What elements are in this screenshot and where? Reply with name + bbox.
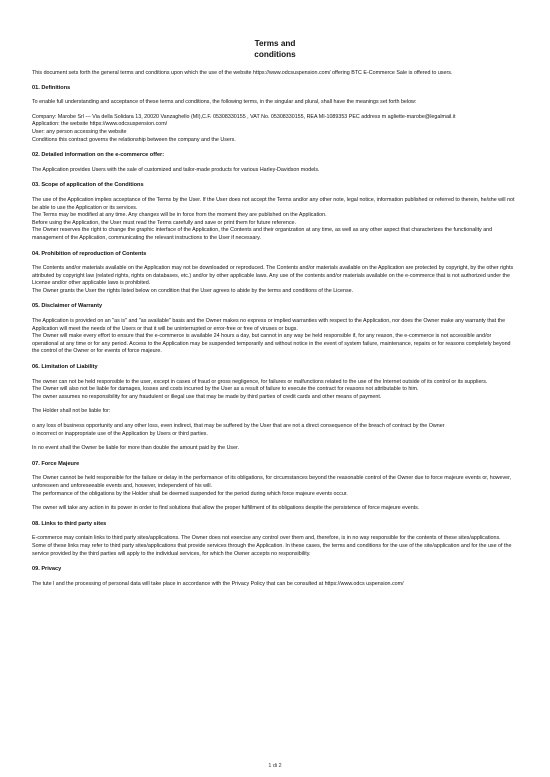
paragraph: The Application is provided on an "as is" and "as available" basis and the Owner makes no express or implied warranties with respect to the Application, nor does the Owner make any warranty that the Application will meet the needs of the Users or that it will be uninterrupted or error-free or free of viruses or bugs.: [32, 318, 506, 332]
document-title: [32, 38, 518, 60]
section-heading: 04. Prohibition of reproduction of Contents: [32, 250, 147, 257]
paragraph: The performance of the obligations by the Holder shall be deemed suspended for the period during which force majeure events occur.: [32, 490, 348, 497]
paragraph: The Owner will make every effort to ensure that the e-commerce is available 24 hours a day, but cannot in any way be held responsible if, for any reason, the e-commerce is not accessible and/or operational at any time or for any period. Access to the Application may be suspended temporarily and without notice in the event of system failure, maintenance, repairs or for reasons completely beyond the control of the Owner or for events of force majeure.: [32, 333, 511, 355]
section-heading: 02. Detailed information on the e-commerce offer:: [32, 152, 165, 159]
section-privacy: [32, 566, 518, 588]
section-liability: [32, 364, 518, 453]
list-item: o any loss of business opportunity and any other loss, even indirect, that may be suffered by the User that are not a direct consequence of the breach of contract by the Owner: [32, 423, 445, 429]
definition-conditions: Conditions this contract governs the relationship between the company and the Users.: [32, 136, 236, 143]
paragraph: The Contents and/or materials available on the Application may not be downloaded or reproduced. The Contents and/or materials available on the Application are protected by copyright, by the other rights attributed by copyright law (related rights, rights on databases, etc.) and/or by other applicable laws. Any use of the contents and/or materials available on the e-commerce that is not authorized under the License and/or other applicable laws is prohibited.: [32, 265, 514, 287]
paragraph: E-commerce may contain links to third party sites/applications. The Owner does not exercise any control over them and, therefore, is in no way responsible for the contents of these sites/applications.: [32, 535, 501, 542]
paragraph: The Application provides Users with the sale of customized and tailor-made products for various Harley-Davidson models.: [32, 166, 320, 173]
section-scope: [32, 182, 518, 242]
definition-application: Application: the website https://www.odcsuspension.com/: [32, 121, 168, 128]
paragraph: The Terms may be modified at any time. Any changes will be in force from the moment they are published on the Application.: [32, 212, 327, 219]
paragraph: The owner can not be held responsible to the user, except in cases of fraud or gross negligence, for failures or malfunctions related to the use of the Internet outside of its control or its suppliers.: [32, 378, 488, 385]
paragraph: The Owner reserves the right to change the graphic interface of the Application, the Contents and their organization at any time, as well as any other aspect that characterizes the functionality and management of the Application, communicating the relevant instructions to the User if necessary.: [32, 227, 493, 241]
list-item: o incorrect or inappropriate use of the Application by Users or third parties.: [32, 430, 208, 437]
section-definitions: [32, 85, 518, 145]
page-number: 1 di 2: [268, 763, 282, 769]
section-heading: 09. Privacy: [32, 566, 62, 573]
section-reproduction: [32, 251, 518, 296]
section-heading: 06. Limitation of Liability: [32, 364, 98, 371]
paragraph: In no event shall the Owner be liable for more than double the amount paid by the User.: [32, 445, 240, 452]
paragraph: To enable full understanding and acceptance of these terms and conditions, the following terms, in the singular and plural, shall have the meanings set forth below:: [32, 99, 417, 106]
title-line-1: Terms and: [254, 39, 296, 48]
paragraph: The use of the Application implies acceptance of the Terms by the User. If the User does not accept the Terms and/or any other note, legal notice, information published or referred to therein, he/she will not be able to use the Application or its services.: [32, 196, 515, 211]
definition-company: Company: Marobe Srl --- Via della Solidara 13, 20020 Vanzaghello (MI),C.F. 05308330155 , VAT No. 05308330155, REA MI-1089353 PEC address m agliette-marobe@legalmail.it: [32, 113, 456, 120]
section-force-majeure: [32, 461, 518, 513]
paragraph: The Holder shall not be liable for:: [32, 408, 111, 415]
section-warranty: [32, 303, 518, 356]
paragraph: The tute l and the processing of personal data will take place in accordance with the Privacy Policy that can be consulted at https://www.odcs uspension.com/: [32, 580, 404, 587]
section-third-party-links: [32, 521, 518, 558]
paragraph: The owner will take any action in its power in order to find solutions that allow the proper fulfillment of its obligations despite the persistence of force majeure events.: [32, 505, 420, 512]
definition-user: User: any person accessing the website: [32, 128, 127, 135]
section-heading: 05. Disclaimer of Warranty: [32, 303, 103, 310]
title-line-2: conditions: [254, 50, 296, 59]
section-ecommerce-offer: [32, 152, 518, 174]
paragraph: The Owner cannot be held responsible for the failure or delay in the performance of its obligations, for circumstances beyond the reasonable control of the Owner due to force majeure events or, however, unforeseen and unforeseeable events and, however, independent of his will.: [32, 475, 512, 489]
section-heading: 03. Scope of application of the Conditions: [32, 182, 144, 189]
paragraph: The Owner grants the User the rights listed below on condition that the User agrees to abide by the terms and conditions of the License.: [32, 287, 354, 294]
paragraph: The owner assumes no responsibility for any fraudulent or illegal use that may be made by third parties of credit cards and other means of payment.: [32, 393, 382, 400]
paragraph: The Owner will also not be liable for damages, losses and costs incurred by the User as a result of failure to execute the contract for reasons not attributable to him.: [32, 386, 419, 393]
intro-paragraph: This document sets forth the general terms and conditions upon which the use of the website https://www.odcsuspension.com/ offering BTC E-Commerce Sale is offered to users.: [32, 70, 453, 76]
section-heading: 08. Links to third party sites: [32, 520, 107, 527]
section-heading: 01. Definitions: [32, 84, 71, 91]
section-heading: 07. Force Majeure: [32, 460, 80, 467]
paragraph: Before using the Application, the User must read the Terms carefully and save or print them for future reference.: [32, 219, 296, 226]
paragraph: Some of these links may refer to third party sites/applications that provide services through the Application. In these cases, the terms and conditions for the use of the site/application and for the use of the service provided by the third parties will apply to the individual services, for which the Owner accepts no responsibility.: [32, 542, 512, 557]
